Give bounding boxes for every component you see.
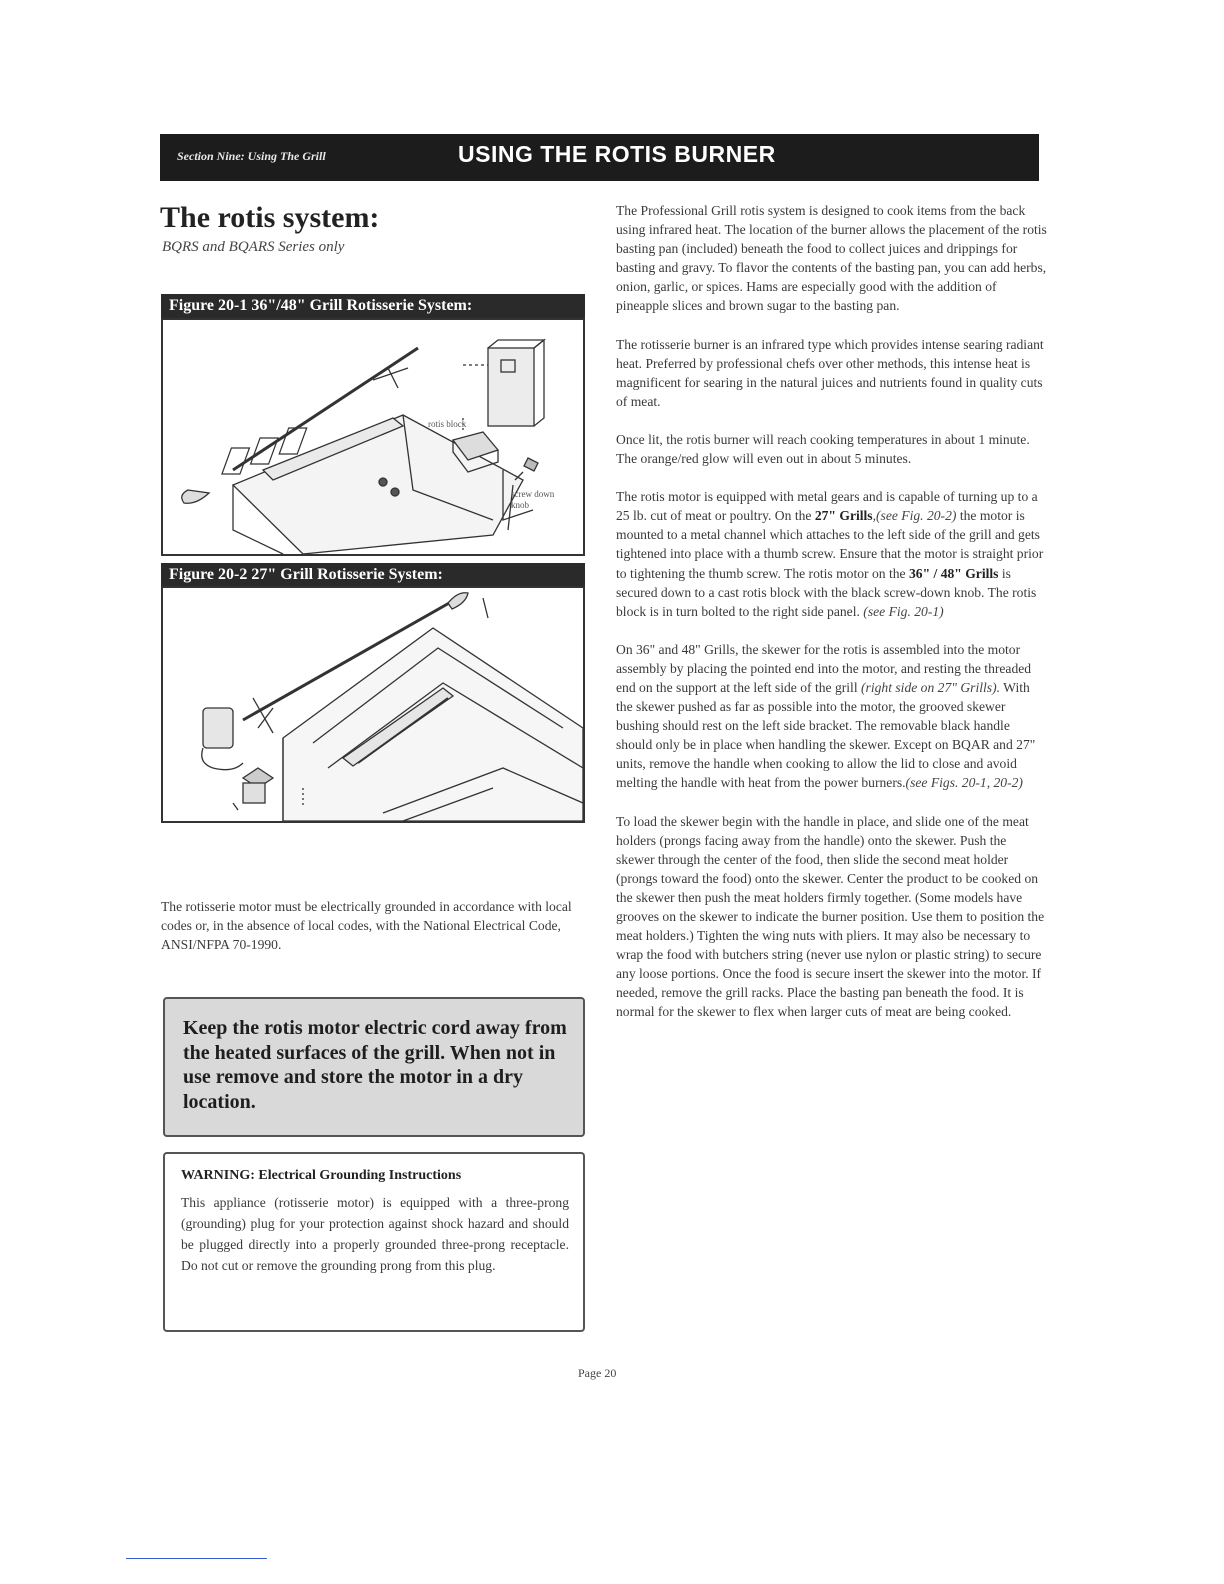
motor-cord-caution-text: Keep the rotis motor electric cord away from the heated surfaces of the grill. When not in use remove and store the motor in a dry location. <box>183 1017 567 1113</box>
figure-20-2-illustration <box>161 586 585 823</box>
grills-36-48-emphasis: 36" / 48" Grills <box>908 565 999 581</box>
warning-title: WARNING: Electrical Grounding Instructions <box>181 1168 462 1183</box>
grounding-warning-box <box>163 1152 585 1332</box>
section-header-bar <box>160 134 1039 181</box>
motor-text-3: is secured down to a cast rotis block with the black screw-down knob. The rotis block is in turn bolted to the right side panel. <box>616 565 1037 619</box>
fig-20-2-reference: ,(see Fig. 20-2) <box>872 508 957 524</box>
page-title: USING THE ROTIS BURNER <box>458 141 776 167</box>
page-number: Page 20 <box>578 1366 617 1380</box>
warning-text: This appliance (rotisserie motor) is equipped with a three-prong (grounding) plug for your protection against shock hazard and should be plugged directly into a properly grounded three-prong receptacle. Do not cut or remove the grounding prong from this plug. <box>181 1195 569 1273</box>
motor-text-2: the motor is mounted to a metal channel which attaches to the left side of the grill and gets tightened into place with a thumb screw. Ensure that the motor is straight prior to tightening the thumb screw. The rotis motor on the <box>616 508 1044 581</box>
skewer-text-2: With the skewer pushed as far as possible into the motor, the grooved skewer bushing should rest on the left side bracket. The removable black handle should only be in place when handling the skewer. Except on BQAR and 27" units, remove the handle when cooking to allow the lid to close and avoid melting the handle with heat from the power burners. <box>616 679 1036 791</box>
rotisserie-27-drawing <box>163 588 583 821</box>
rotisserie-36-48-drawing <box>163 320 583 554</box>
grills-27-emphasis: 27" Grills <box>814 508 873 524</box>
footer-rule <box>126 1558 267 1559</box>
paragraph-rotis-overview: The Professional Grill rotis system is designed to cook items from the back using infrared heat. The location of the burner allows the placement of the rotis basting pan (included) beneath the food to collect juices and drippings for basting and gravy. To flavor the contents of the basting pan, you can add herbs, onion, garlic, or spices. Hams are especially good with the addition of pineapple slices and brown sugar to the basting pan. <box>616 203 1047 314</box>
screw-down-label: screw down <box>511 489 555 499</box>
grounding-note: The rotisserie motor must be electrically grounded in accordance with local codes or, in the absence of local codes, with the National Electrical Code, ANSI/NFPA 70-1990. <box>161 899 572 953</box>
motor-text-1: The rotis motor is equipped with metal gears and is capable of turning up to a 25 lb. cut of meat or poultry. On the <box>616 489 1038 524</box>
figure-20-1-title: Figure 20-1 36"/48" Grill Rotisserie System: <box>161 294 585 318</box>
figure-20-1-illustration <box>161 318 585 556</box>
rotis-system-heading: The rotis system: <box>160 201 380 234</box>
paragraph-skewer-assembly <box>616 640 1048 793</box>
section-label: Section Nine: Using The Grill <box>177 149 326 163</box>
figure-20-2-title: Figure 20-2 27" Grill Rotisserie System: <box>161 563 585 587</box>
right-side-27-note: (right side on 27" Grills). <box>861 679 1001 695</box>
right-column-text <box>616 201 1048 1041</box>
skewer-text-1: On 36" and 48" Grills, the skewer for the rotis is assembled into the motor assembly by placing the pointed end into the motor, and resting the threaded end on the support at the left side of the grill <box>616 641 1032 695</box>
paragraph-load-skewer: To load the skewer begin with the handle in place, and slide one of the meat holders (prongs facing away from the handle) onto the skewer. Push the skewer through the center of the food, then slide the second meat holder (prongs toward the food) onto the skewer. Center the product to be cooked on the skewer then push the meat holders firmly together. (Some models have grooves on the skewer to indicate the burner position. Use them to position the meat holders.) Tighten the wing nuts with pliers. It may also be necessary to wrap the food with butchers string (never use nylon or plastic string) to secure any loose portions. Once the food is secure insert the skewer into the motor. If needed, remove the grill racks. Place the basting pan beneath the food. It is normal for the skewer to flex when larger cuts of meat are being cooked. <box>616 813 1045 1020</box>
paragraph-infrared-burner: The rotisserie burner is an infrared type which provides intense searing radiant heat. Preferred by professional chefs over other methods, this intense heat is magnificent for searing in the natural juices and nutrients found in quality cuts of meat. <box>616 336 1044 409</box>
series-subtitle: BQRS and BQARS Series only <box>162 239 345 255</box>
knob-label: knob <box>511 500 529 510</box>
rotis-block-label: rotis block <box>428 419 467 429</box>
fig-20-1-reference: (see Fig. 20-1) <box>863 603 944 619</box>
paragraph-cooking-temperature: Once lit, the rotis burner will reach cooking temperatures in about 1 minute. The orange/red glow will even out in about 5 minutes. <box>616 431 1030 467</box>
paragraph-rotis-motor <box>616 487 1048 621</box>
motor-cord-caution-box <box>163 997 585 1137</box>
figs-reference: (see Figs. 20-1, 20-2) <box>905 775 1023 791</box>
